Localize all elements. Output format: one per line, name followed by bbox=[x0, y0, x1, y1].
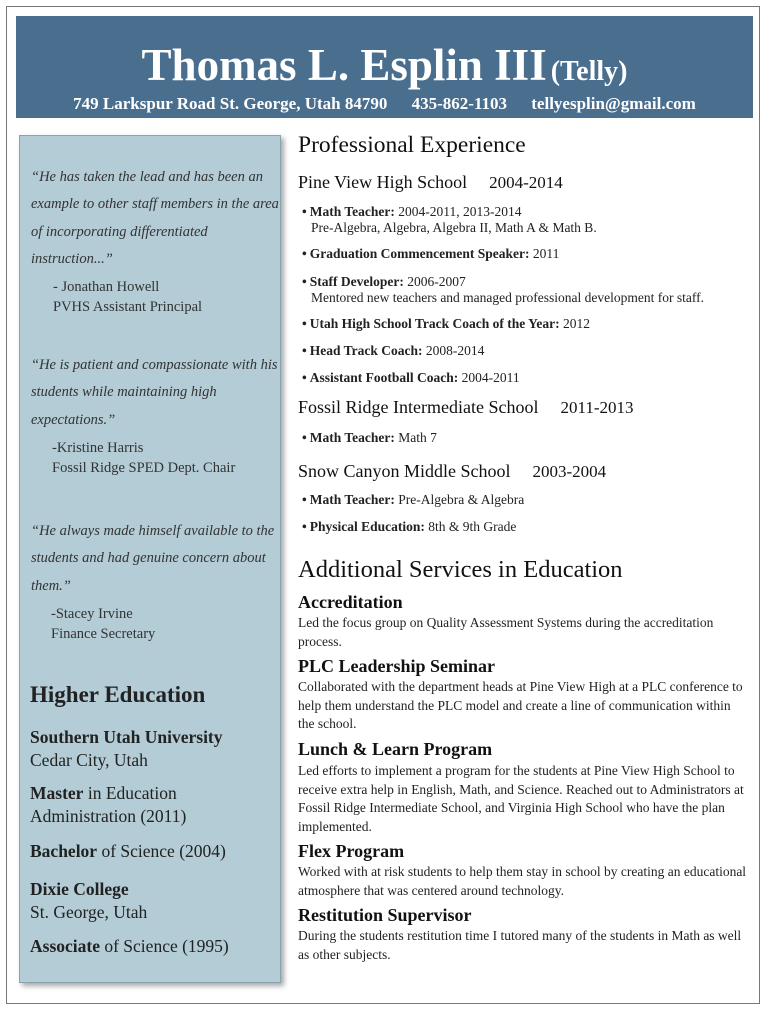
nickname: (Telly) bbox=[550, 56, 628, 87]
quote-author-title: PVHS Assistant Principal bbox=[53, 299, 203, 315]
service-title: Restitution Supervisor bbox=[298, 905, 472, 925]
degree: Master in Education bbox=[30, 783, 177, 803]
degree-line2: Administration (2011) bbox=[30, 806, 187, 826]
service-description: Led the focus group on Quality Assessment Systems during the accreditation process. bbox=[298, 615, 714, 649]
quote-text: “He always made himself available to the students and had genuine concern about them.” bbox=[31, 523, 275, 594]
section-heading: Professional Experience bbox=[298, 132, 526, 158]
contact-line bbox=[16, 94, 753, 114]
job-bullet: • Physical Education: 8th & 9th Grade bbox=[302, 519, 517, 534]
job-bullet: • Graduation Commencement Speaker: 2011 bbox=[302, 246, 560, 261]
job-bullet: • Head Track Coach: 2008-2014 bbox=[302, 343, 485, 358]
higher-education-heading: Higher Education bbox=[30, 682, 206, 707]
service-description: During the students restitution time I tutored many of the students in Math as well as other subjects. bbox=[298, 928, 742, 962]
job-bullet: • Math Teacher: Math 7 bbox=[302, 430, 437, 445]
job-bullet: • Utah High School Track Coach of the Year: 2012 bbox=[302, 316, 590, 331]
quote-text: “He has taken the lead and has been an example to other staff members in the area of incorporating differentiated instruction...” bbox=[31, 169, 279, 267]
job-heading: Pine View High School 2004-2014 bbox=[298, 172, 563, 192]
job-bullet: • Assistant Football Coach: 2004-2011 bbox=[302, 370, 520, 385]
job-bullet: • Staff Developer: 2006-2007 Mentored new teachers and managed professional development for staff. bbox=[302, 274, 704, 305]
degree: Bachelor of Science (2004) bbox=[30, 841, 226, 861]
quote-text: “He is patient and compassionate with his students while maintaining high expectations.” bbox=[31, 357, 278, 428]
quote-author-title: Fossil Ridge SPED Dept. Chair bbox=[52, 460, 236, 476]
job-bullet: • Math Teacher: 2004-2011, 2013-2014 Pre-Algebra, Algebra, Algebra II, Math A & Math B. bbox=[302, 204, 597, 235]
quote-author: -Kristine Harris bbox=[52, 440, 144, 456]
school-location: Cedar City, Utah bbox=[30, 750, 148, 770]
name-line bbox=[16, 41, 753, 100]
service-title: Flex Program bbox=[298, 841, 405, 861]
email: tellyesplin@gmail.com bbox=[531, 94, 696, 113]
service-description: Led efforts to implement a program for the students at Pine View High School to receive extra help in English, Math, and Science. Reached out to Administrators at Fossil Ridge Intermediate School, and Virginia High School who have the plan implemented. bbox=[298, 763, 744, 834]
job-bullet: • Math Teacher: Pre-Algebra & Algebra bbox=[302, 492, 525, 507]
phone: 435-862-1103 bbox=[411, 94, 508, 113]
service-description: Worked with at risk students to help them stay in school by creating an educational atmosphere that was centered around technology. bbox=[298, 864, 747, 898]
quote-author: -Stacey Irvine bbox=[51, 606, 133, 622]
school-name: Dixie College bbox=[30, 879, 129, 899]
job-heading: Fossil Ridge Intermediate School 2011-2013 bbox=[298, 397, 634, 417]
service-title: PLC Leadership Seminar bbox=[298, 656, 496, 676]
full-name: Thomas L. Esplin III bbox=[141, 40, 547, 90]
service-description: Collaborated with the department heads at Pine View High at a PLC conference to help them understand the PLC model and create a line of communication within the school. bbox=[298, 679, 743, 731]
sidebar bbox=[19, 135, 281, 983]
degree: Associate of Science (1995) bbox=[30, 936, 229, 956]
quote-author-title: Finance Secretary bbox=[51, 626, 156, 642]
job-heading: Snow Canyon Middle School 2003-2004 bbox=[298, 461, 607, 481]
quote-author: - Jonathan Howell bbox=[53, 279, 160, 295]
service-title: Accreditation bbox=[298, 592, 403, 612]
address: 749 Larkspur Road St. George, Utah 84790 bbox=[73, 94, 388, 113]
school-name: Southern Utah University bbox=[30, 727, 223, 747]
resume-header bbox=[16, 16, 753, 118]
service-title: Lunch & Learn Program bbox=[298, 739, 493, 759]
section-heading: Additional Services in Education bbox=[298, 556, 623, 583]
school-location: St. George, Utah bbox=[30, 902, 148, 922]
